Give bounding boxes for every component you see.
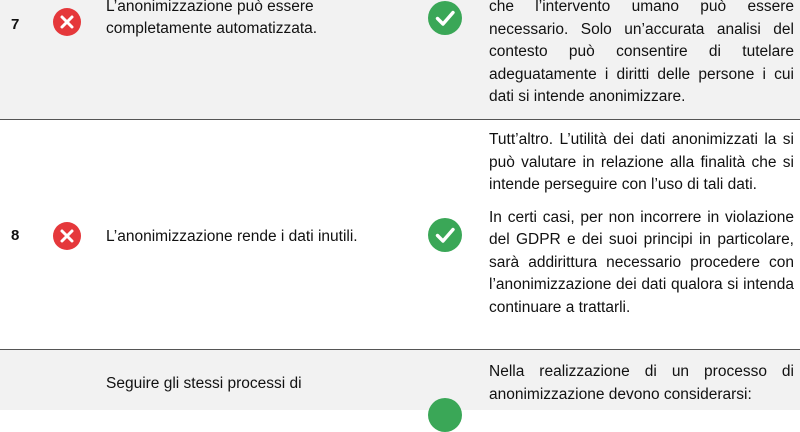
- x-circle-icon: [53, 222, 81, 250]
- myth-text: L’anonimizzazione può essere completamente automatizzata.: [106, 0, 318, 37]
- row-number: 8: [11, 227, 20, 244]
- x-circle-icon: [53, 8, 81, 36]
- fact-text: [489, 361, 794, 406]
- check-circle-icon: [428, 218, 462, 252]
- fact-paragraph: Nella realizzazione di un processo di anonimizzazione devono considerarsi:: [489, 363, 794, 403]
- check-circle-icon: [428, 1, 462, 35]
- myth-text: L’anonimizzazione rende i dati inutili.: [106, 228, 358, 245]
- row-number: 7: [11, 16, 20, 33]
- table-row: [0, 120, 800, 350]
- fact-paragraph: che l’intervento umano può essere necessario. Solo un’accurata analisi del contesto può consentire di tutelare adeguatamente i diritti delle persone i cui dati si intende anonimizzare.: [489, 0, 794, 105]
- table-row: [0, 350, 800, 410]
- fact-paragraph: Tutt’altro. L’utilità dei dati anonimizzati la si può valutare in relazione alla finalità che si intende perseguire con l’uso di tali dati.: [489, 131, 794, 193]
- check-circle-icon: [428, 398, 462, 432]
- myth-text: Seguire gli stessi processi di: [106, 375, 302, 392]
- table-row: [0, 0, 800, 120]
- fact-text: [489, 129, 794, 319]
- fact-text: [489, 0, 794, 109]
- fact-paragraph: In certi casi, per non incorrere in violazione del GDPR e dei suoi principi in particolare, sarà addirittura necessario procedere con l’anonimizzazione dei dati qualora si intenda continuare a trattarli.: [489, 208, 794, 316]
